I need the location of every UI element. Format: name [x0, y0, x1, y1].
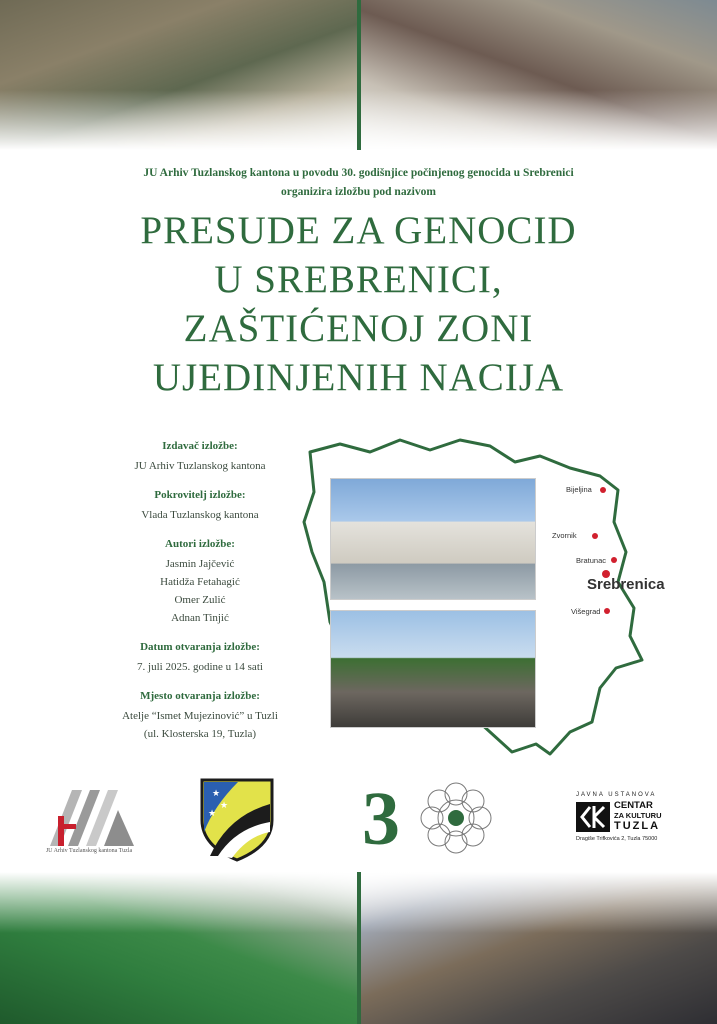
- town-label-zvornik: Zvornik: [552, 531, 577, 540]
- title-line-2: U SREBRENICI,: [214, 258, 503, 301]
- anniversary-number: 3: [362, 777, 400, 861]
- date-label: Datum otvaranja izložbe:: [140, 641, 260, 653]
- date-value: 7. juli 2025. godine u 14 sati: [137, 661, 263, 673]
- authors-label: Autori izložbe:: [165, 538, 235, 550]
- publisher-value: JU Arhiv Tuzlanskog kantona: [134, 460, 266, 472]
- town-dot-visegrad: [604, 608, 610, 614]
- town-label-srebrenica: Srebrenica: [587, 576, 665, 593]
- ck-subtitle: JAVNA USTANOVA: [576, 792, 657, 798]
- ck-name-line-2: ZA KULTURU: [614, 811, 662, 820]
- exhibition-title: [0, 206, 717, 402]
- authors-block: [80, 538, 320, 627]
- arhiv-logo-caption: JU Arhiv Tuzlanskog kantona Tuzla: [45, 848, 133, 854]
- photo-courtroom: [361, 872, 717, 1024]
- photo-archive-building: [330, 610, 536, 728]
- photo-refugee-crowd: [0, 0, 357, 150]
- patron-block: [80, 489, 320, 524]
- intro-text: [0, 164, 717, 202]
- ck-name-line-1: CENTAR: [614, 800, 653, 811]
- town-dot-zvornik: [592, 533, 598, 539]
- ck-mark-icon: [576, 802, 610, 832]
- patron-value: Vlada Tuzlanskog kantona: [141, 509, 259, 521]
- tuzla-canton-crest: [198, 776, 276, 862]
- author-name: Jasmin Jajčević: [165, 558, 235, 570]
- place-block: [80, 690, 320, 743]
- date-block: [80, 641, 320, 676]
- town-dot-bratunac: [611, 557, 617, 563]
- author-name: Omer Zulić: [174, 594, 226, 606]
- photo-women-refugees: [361, 0, 717, 150]
- place-value-line-1: Atelje “Ismet Mujezinović” u Tuzli: [122, 710, 278, 722]
- publisher-block: [80, 440, 320, 475]
- town-label-bijeljina: Bijeljina: [566, 485, 592, 494]
- srebrenica-flower-icon: [418, 780, 494, 856]
- place-label: Mjesto otvaranja izložbe:: [140, 690, 260, 702]
- photo-green-coffins: [0, 872, 357, 1024]
- centar-za-kulturu-logo: [576, 792, 686, 842]
- author-name: Adnan Tinjić: [171, 612, 229, 624]
- town-dot-bijeljina: [600, 487, 606, 493]
- exhibition-info: [80, 440, 320, 757]
- ck-name-line-3: TUZLA: [614, 820, 661, 832]
- intro-line-1: JU Arhiv Tuzlanskog kantona u povodu 30. godišnjice počinjenog genocida u Srebrenici: [143, 167, 574, 179]
- patron-label: Pokrovitelj izložbe:: [154, 489, 246, 501]
- photo-court-building: [330, 478, 536, 600]
- publisher-label: Izdavač izložbe:: [162, 440, 238, 452]
- arhiv-logo: [48, 786, 138, 856]
- title-line-4: UJEDINJENIH NACIJA: [152, 356, 565, 399]
- ck-address: Dragiše Trifkovića 2, Tuzla 75000: [576, 836, 658, 842]
- place-value-line-2: (ul. Klosterska 19, Tuzla): [143, 728, 257, 740]
- town-label-visegrad: Višegrad: [571, 607, 601, 616]
- svg-text:★: ★: [220, 801, 229, 811]
- svg-text:★: ★: [208, 809, 217, 819]
- ck-name: [614, 801, 662, 831]
- title-line-1: PRESUDE ZA GENOCID: [140, 209, 577, 252]
- svg-text:★: ★: [212, 789, 221, 799]
- intro-line-2: organizira izložbu pod nazivom: [281, 186, 436, 198]
- title-line-3: ZAŠTIĆENOJ ZONI: [183, 307, 534, 350]
- author-name: Hatidža Fetahagić: [160, 576, 240, 588]
- town-label-bratunac: Bratunac: [576, 556, 607, 565]
